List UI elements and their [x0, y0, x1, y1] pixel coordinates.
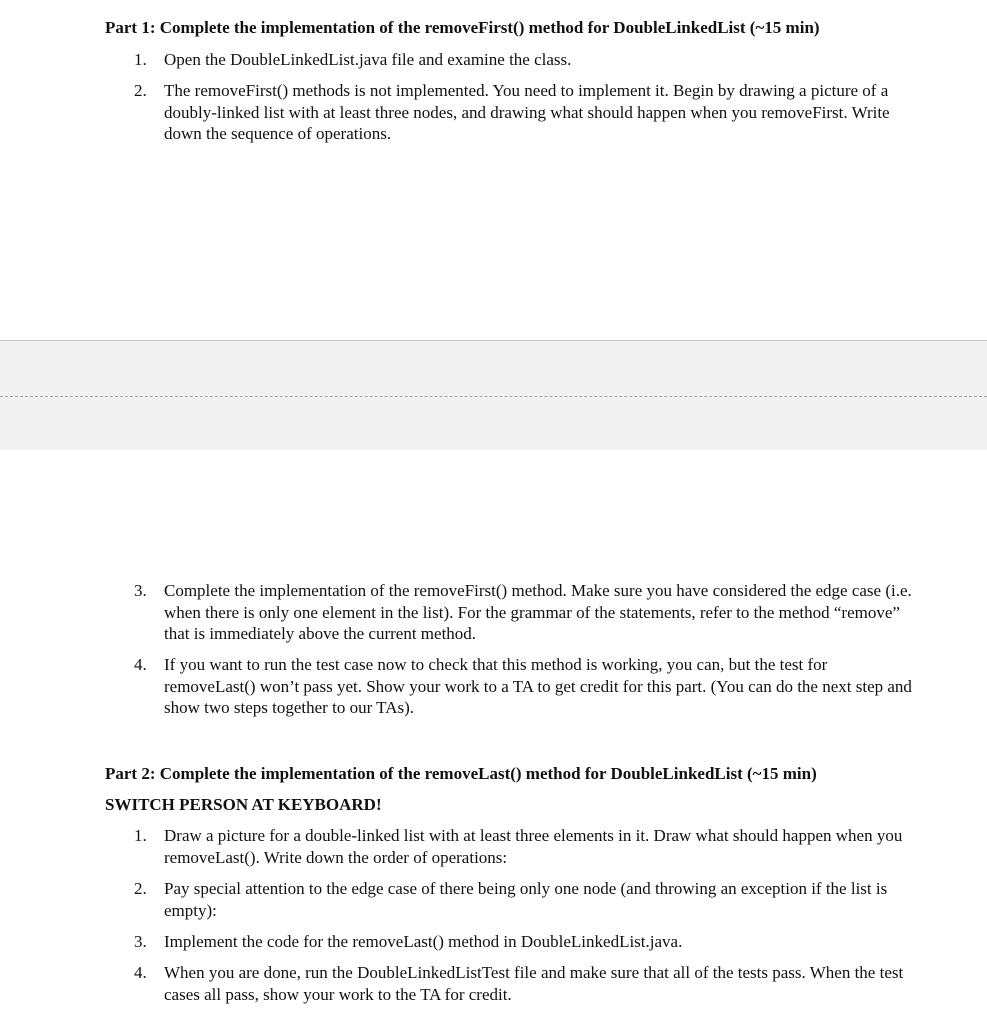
list-item-text: Implement the code for the removeLast() method in DoubleLinkedList.java. — [164, 932, 683, 951]
list-number: 1. — [134, 826, 147, 845]
list-item-text: The removeFirst() methods is not implemented. You need to implement it. Begin by drawing a picture of a doubly-linked list with at least three nodes, and drawing what should happen when you removeFirst. Write down the sequence of operations. — [164, 81, 890, 143]
list-number: 3. — [134, 581, 147, 600]
list-item-text: Open the DoubleLinkedList.java file and examine the class. — [164, 50, 572, 69]
part2-item-1 — [134, 825, 914, 868]
list-number: 3. — [134, 932, 147, 951]
list-number: 2. — [134, 879, 147, 898]
list-item-text: Draw a picture for a double-linked list with at least three elements in it. Draw what should happen when you removeLast(). Write down the order of operations: — [164, 826, 903, 867]
part2-subheading: SWITCH PERSON AT KEYBOARD! — [105, 795, 382, 814]
part2-heading: Part 2: Complete the implementation of the removeLast() method for DoubleLinkedList (~15 min) — [105, 764, 817, 783]
part2-item-3 — [134, 931, 914, 953]
list-number: 1. — [134, 50, 147, 69]
list-item-text: When you are done, run the DoubleLinkedListTest file and make sure that all of the tests pass. When the test cases all pass, show your work to the TA for credit. — [164, 963, 904, 1004]
list-item-text: Pay special attention to the edge case of there being only one node (and throwing an exception if the list is empty): — [164, 879, 888, 920]
part1-item-2 — [134, 80, 914, 145]
part1-item-3 — [134, 580, 914, 645]
part2-item-2 — [134, 878, 914, 921]
list-item-text: Complete the implementation of the removeFirst() method. Make sure you have considered the edge case (i.e. when there is only one element in the list). For the grammar of the statements, refer to the method “remove” that is immediately above the current method. — [164, 581, 912, 643]
list-item-text: If you want to run the test case now to check that this method is working, you can, but the test for removeLast() won’t pass yet. Show your work to a TA to get credit for this part. (You can do the next step and show two steps together to our TAs). — [164, 655, 912, 717]
part1-heading: Part 1: Complete the implementation of the removeFirst() method for DoubleLinkedList (~15 min) — [105, 18, 820, 37]
part2-item-4 — [134, 962, 914, 1005]
part1-item-1 — [134, 49, 914, 71]
page-break-gap — [0, 340, 987, 450]
list-number: 4. — [134, 963, 147, 982]
list-number: 4. — [134, 655, 147, 674]
list-number: 2. — [134, 81, 147, 100]
part1-item-4 — [134, 654, 914, 719]
page-break-line — [0, 396, 987, 397]
